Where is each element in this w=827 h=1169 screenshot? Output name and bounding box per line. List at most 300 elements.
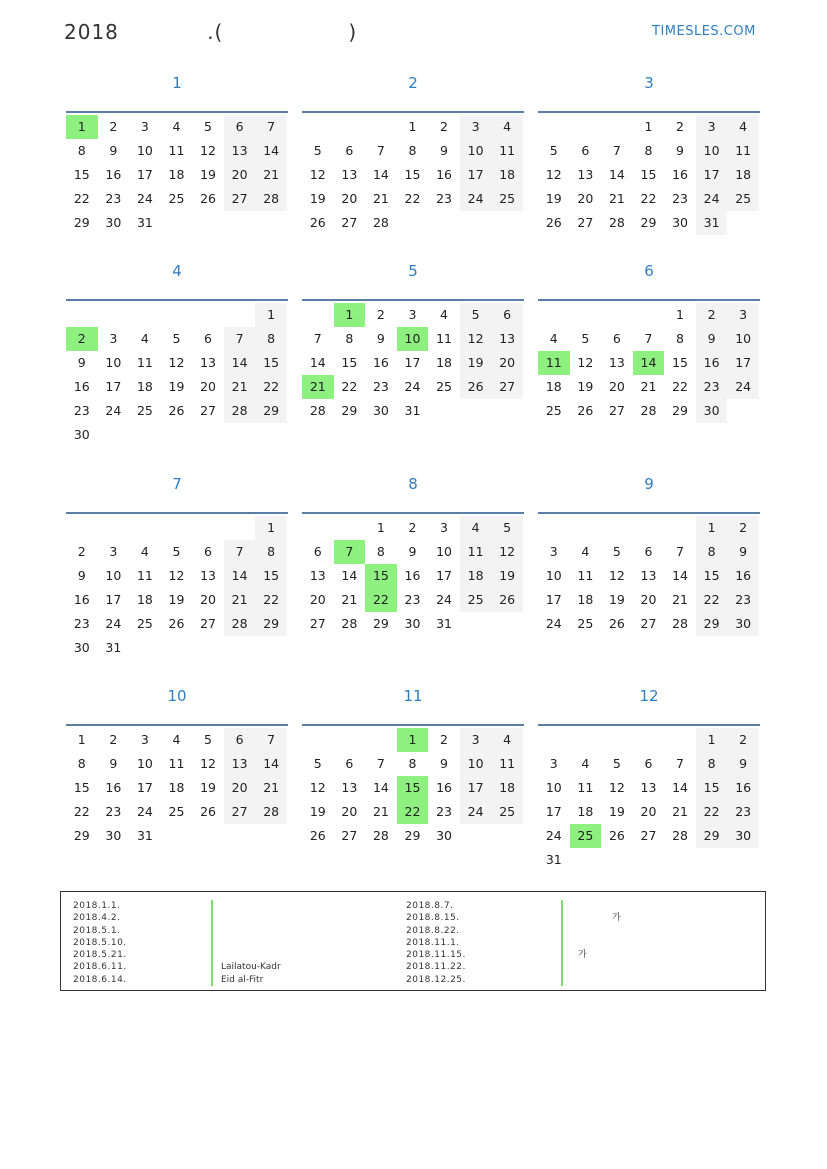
day-cell[interactable]: 26	[577, 403, 594, 418]
day-cell[interactable]: 3	[140, 732, 149, 747]
day-cell[interactable]: 8	[255, 327, 287, 351]
day-cell[interactable]: 8	[696, 752, 728, 776]
day-cell[interactable]: 4	[727, 115, 759, 139]
day-cell[interactable]: 16	[727, 776, 759, 800]
day-cell[interactable]: 23	[436, 804, 452, 819]
day-cell[interactable]: 17	[436, 568, 452, 583]
day-cell[interactable]: 14	[608, 167, 625, 182]
holiday-day-cell[interactable]: 22	[365, 588, 397, 612]
day-cell[interactable]: 15	[696, 564, 728, 588]
day-cell[interactable]: 20	[608, 379, 625, 394]
day-cell[interactable]: 29	[640, 215, 657, 230]
day-cell[interactable]: 13	[608, 355, 625, 370]
day-cell[interactable]: 20	[640, 592, 657, 607]
day-cell[interactable]: 20	[341, 804, 358, 819]
day-cell[interactable]: 24	[696, 187, 728, 211]
day-cell[interactable]: 18	[460, 564, 492, 588]
day-cell[interactable]: 3	[109, 331, 118, 346]
day-cell[interactable]: 12	[545, 167, 562, 182]
day-cell[interactable]: 24	[545, 616, 562, 631]
day-cell[interactable]: 30	[727, 824, 759, 848]
day-cell[interactable]: 25	[436, 379, 452, 394]
day-cell[interactable]: 21	[224, 588, 256, 612]
holiday-day-cell[interactable]: 7	[334, 540, 366, 564]
day-cell[interactable]: 15	[73, 167, 90, 182]
day-cell[interactable]: 9	[109, 756, 118, 771]
day-cell[interactable]: 5	[204, 732, 212, 747]
day-cell[interactable]: 16	[105, 780, 122, 795]
day-cell[interactable]: 13	[577, 167, 594, 182]
day-cell[interactable]: 20	[200, 379, 216, 394]
day-cell[interactable]: 7	[255, 728, 287, 752]
day-cell[interactable]: 19	[168, 379, 185, 394]
day-cell[interactable]: 2	[727, 728, 759, 752]
day-cell[interactable]: 18	[136, 592, 153, 607]
day-cell[interactable]: 24	[545, 828, 562, 843]
day-cell[interactable]: 28	[372, 828, 389, 843]
day-cell[interactable]: 10	[105, 568, 122, 583]
day-cell[interactable]: 20	[341, 191, 358, 206]
day-cell[interactable]: 19	[200, 167, 216, 182]
day-cell[interactable]: 4	[549, 331, 558, 346]
day-cell[interactable]: 21	[255, 776, 287, 800]
day-cell[interactable]: 8	[376, 544, 385, 559]
day-cell[interactable]: 6	[644, 544, 653, 559]
day-cell[interactable]: 24	[436, 592, 452, 607]
day-cell[interactable]: 18	[491, 776, 523, 800]
day-cell[interactable]: 5	[491, 516, 523, 540]
day-cell[interactable]: 6	[224, 728, 256, 752]
day-cell[interactable]: 30	[73, 427, 90, 442]
day-cell[interactable]: 15	[73, 780, 90, 795]
day-cell[interactable]: 16	[436, 780, 452, 795]
day-cell[interactable]: 20	[309, 592, 326, 607]
day-cell[interactable]: 21	[672, 592, 688, 607]
day-cell[interactable]: 15	[255, 351, 287, 375]
day-cell[interactable]: 13	[491, 327, 523, 351]
day-cell[interactable]: 9	[408, 544, 417, 559]
day-cell[interactable]: 24	[136, 804, 153, 819]
day-cell[interactable]: 23	[404, 592, 421, 607]
day-cell[interactable]: 30	[436, 828, 452, 843]
day-cell[interactable]: 18	[168, 780, 185, 795]
day-cell[interactable]: 3	[460, 115, 492, 139]
day-cell[interactable]: 28	[224, 612, 256, 636]
day-cell[interactable]: 11	[577, 780, 594, 795]
day-cell[interactable]: 12	[200, 143, 216, 158]
day-cell[interactable]: 29	[341, 403, 358, 418]
day-cell[interactable]: 24	[460, 800, 492, 824]
day-cell[interactable]: 26	[200, 191, 216, 206]
day-cell[interactable]: 16	[727, 564, 759, 588]
day-cell[interactable]: 23	[73, 616, 90, 631]
day-cell[interactable]: 20	[224, 776, 256, 800]
day-cell[interactable]: 22	[73, 804, 90, 819]
day-cell[interactable]: 12	[168, 568, 185, 583]
day-cell[interactable]: 17	[105, 592, 122, 607]
day-cell[interactable]: 7	[224, 327, 256, 351]
day-cell[interactable]: 19	[309, 804, 326, 819]
holiday-day-cell[interactable]: 21	[302, 375, 334, 399]
day-cell[interactable]: 21	[672, 804, 688, 819]
holiday-day-cell[interactable]: 1	[397, 728, 429, 752]
day-cell[interactable]: 18	[577, 804, 594, 819]
day-cell[interactable]: 26	[460, 375, 492, 399]
day-cell[interactable]: 1	[255, 516, 287, 540]
day-cell[interactable]: 17	[696, 163, 728, 187]
day-cell[interactable]: 18	[168, 167, 185, 182]
day-cell[interactable]: 20	[224, 163, 256, 187]
day-cell[interactable]: 16	[73, 379, 90, 394]
day-cell[interactable]: 22	[696, 800, 728, 824]
day-cell[interactable]: 24	[404, 379, 421, 394]
day-cell[interactable]: 18	[727, 163, 759, 187]
day-cell[interactable]: 19	[608, 592, 625, 607]
day-cell[interactable]: 14	[341, 568, 358, 583]
day-cell[interactable]: 6	[612, 331, 621, 346]
day-cell[interactable]: 17	[460, 776, 492, 800]
day-cell[interactable]: 13	[341, 780, 358, 795]
day-cell[interactable]: 14	[672, 568, 688, 583]
day-cell[interactable]: 20	[200, 592, 216, 607]
day-cell[interactable]: 28	[255, 800, 287, 824]
day-cell[interactable]: 28	[341, 616, 358, 631]
day-cell[interactable]: 15	[341, 355, 358, 370]
day-cell[interactable]: 15	[404, 167, 421, 182]
day-cell[interactable]: 4	[440, 307, 448, 322]
day-cell[interactable]: 31	[436, 616, 452, 631]
day-cell[interactable]: 1	[676, 307, 684, 322]
holiday-day-cell[interactable]: 1	[334, 303, 366, 327]
day-cell[interactable]: 13	[224, 139, 256, 163]
day-cell[interactable]: 15	[696, 776, 728, 800]
day-cell[interactable]: 4	[491, 728, 523, 752]
day-cell[interactable]: 27	[341, 215, 358, 230]
day-cell[interactable]: 14	[255, 752, 287, 776]
day-cell[interactable]: 9	[696, 327, 728, 351]
day-cell[interactable]: 7	[612, 143, 621, 158]
day-cell[interactable]: 17	[727, 351, 759, 375]
day-cell[interactable]: 29	[696, 824, 728, 848]
day-cell[interactable]: 8	[696, 540, 728, 564]
day-cell[interactable]: 16	[696, 351, 728, 375]
day-cell[interactable]: 5	[313, 143, 322, 158]
day-cell[interactable]: 8	[77, 143, 86, 158]
day-cell[interactable]: 27	[640, 828, 657, 843]
day-cell[interactable]: 26	[608, 828, 625, 843]
day-cell[interactable]: 6	[644, 756, 653, 771]
day-cell[interactable]: 18	[577, 592, 594, 607]
day-cell[interactable]: 7	[376, 756, 385, 771]
day-cell[interactable]: 10	[696, 139, 728, 163]
day-cell[interactable]: 21	[608, 191, 625, 206]
holiday-day-cell[interactable]: 25	[570, 824, 602, 848]
day-cell[interactable]: 31	[545, 852, 562, 867]
day-cell[interactable]: 1	[696, 516, 728, 540]
day-cell[interactable]: 27	[341, 828, 358, 843]
day-cell[interactable]: 13	[640, 568, 657, 583]
day-cell[interactable]: 25	[136, 403, 153, 418]
day-cell[interactable]: 30	[727, 612, 759, 636]
day-cell[interactable]: 19	[460, 351, 492, 375]
holiday-day-cell[interactable]: 14	[633, 351, 665, 375]
day-cell[interactable]: 28	[608, 215, 625, 230]
day-cell[interactable]: 17	[136, 780, 153, 795]
day-cell[interactable]: 10	[727, 327, 759, 351]
day-cell[interactable]: 5	[204, 119, 212, 134]
day-cell[interactable]: 16	[105, 167, 122, 182]
day-cell[interactable]: 11	[168, 143, 185, 158]
day-cell[interactable]: 22	[341, 379, 358, 394]
day-cell[interactable]: 10	[545, 568, 562, 583]
day-cell[interactable]: 10	[105, 355, 122, 370]
day-cell[interactable]: 31	[404, 403, 421, 418]
day-cell[interactable]: 4	[460, 516, 492, 540]
day-cell[interactable]: 11	[136, 355, 153, 370]
day-cell[interactable]: 11	[577, 568, 594, 583]
day-cell[interactable]: 11	[168, 756, 185, 771]
day-cell[interactable]: 9	[440, 143, 448, 158]
day-cell[interactable]: 11	[491, 752, 523, 776]
day-cell[interactable]: 28	[672, 616, 688, 631]
day-cell[interactable]: 23	[372, 379, 389, 394]
day-cell[interactable]: 6	[491, 303, 523, 327]
day-cell[interactable]: 12	[460, 327, 492, 351]
day-cell[interactable]: 24	[136, 191, 153, 206]
day-cell[interactable]: 17	[460, 163, 492, 187]
day-cell[interactable]: 10	[545, 780, 562, 795]
day-cell[interactable]: 4	[581, 544, 590, 559]
day-cell[interactable]: 15	[255, 564, 287, 588]
day-cell[interactable]: 15	[640, 167, 657, 182]
day-cell[interactable]: 24	[105, 616, 122, 631]
day-cell[interactable]: 7	[255, 115, 287, 139]
day-cell[interactable]: 25	[577, 616, 594, 631]
day-cell[interactable]: 19	[200, 780, 216, 795]
day-cell[interactable]: 2	[727, 516, 759, 540]
day-cell[interactable]: 14	[372, 780, 389, 795]
day-cell[interactable]: 12	[491, 540, 523, 564]
day-cell[interactable]: 17	[545, 804, 562, 819]
day-cell[interactable]: 29	[255, 612, 287, 636]
day-cell[interactable]: 25	[545, 403, 562, 418]
day-cell[interactable]: 14	[224, 564, 256, 588]
day-cell[interactable]: 23	[105, 191, 122, 206]
day-cell[interactable]: 5	[172, 331, 181, 346]
day-cell[interactable]: 3	[408, 307, 417, 322]
day-cell[interactable]: 9	[77, 568, 86, 583]
day-cell[interactable]: 19	[577, 379, 594, 394]
brand-logo[interactable]: TIMESLES.COM	[652, 24, 756, 39]
day-cell[interactable]: 3	[140, 119, 149, 134]
day-cell[interactable]: 28	[372, 215, 389, 230]
day-cell[interactable]: 27	[200, 616, 216, 631]
day-cell[interactable]: 27	[309, 616, 326, 631]
day-cell[interactable]: 31	[696, 211, 728, 235]
day-cell[interactable]: 9	[376, 331, 385, 346]
day-cell[interactable]: 6	[581, 143, 590, 158]
day-cell[interactable]: 22	[696, 588, 728, 612]
day-cell[interactable]: 31	[136, 215, 153, 230]
day-cell[interactable]: 13	[309, 568, 326, 583]
day-cell[interactable]: 21	[640, 379, 657, 394]
day-cell[interactable]: 19	[309, 191, 326, 206]
day-cell[interactable]: 25	[136, 616, 153, 631]
day-cell[interactable]: 12	[200, 756, 216, 771]
day-cell[interactable]: 14	[309, 355, 326, 370]
day-cell[interactable]: 10	[460, 752, 492, 776]
day-cell[interactable]: 16	[436, 167, 452, 182]
day-cell[interactable]: 11	[136, 568, 153, 583]
day-cell[interactable]: 24	[460, 187, 492, 211]
day-cell[interactable]: 11	[436, 331, 452, 346]
day-cell[interactable]: 29	[372, 616, 389, 631]
day-cell[interactable]: 19	[608, 804, 625, 819]
day-cell[interactable]: 2	[696, 303, 728, 327]
day-cell[interactable]: 6	[313, 544, 322, 559]
day-cell[interactable]: 17	[105, 379, 122, 394]
day-cell[interactable]: 28	[672, 828, 688, 843]
day-cell[interactable]: 1	[408, 119, 417, 134]
day-cell[interactable]: 28	[640, 403, 657, 418]
day-cell[interactable]: 16	[73, 592, 90, 607]
day-cell[interactable]: 27	[200, 403, 216, 418]
day-cell[interactable]: 24	[105, 403, 122, 418]
day-cell[interactable]: 10	[136, 756, 153, 771]
day-cell[interactable]: 1	[77, 732, 86, 747]
day-cell[interactable]: 30	[105, 215, 122, 230]
day-cell[interactable]: 14	[255, 139, 287, 163]
day-cell[interactable]: 23	[696, 375, 728, 399]
day-cell[interactable]: 21	[341, 592, 358, 607]
day-cell[interactable]: 6	[345, 756, 354, 771]
day-cell[interactable]: 23	[727, 800, 759, 824]
day-cell[interactable]: 30	[404, 616, 421, 631]
day-cell[interactable]: 25	[168, 804, 185, 819]
day-cell[interactable]: 7	[644, 331, 653, 346]
day-cell[interactable]: 17	[136, 167, 153, 182]
day-cell[interactable]: 5	[612, 544, 621, 559]
day-cell[interactable]: 14	[372, 167, 389, 182]
day-cell[interactable]: 7	[224, 540, 256, 564]
day-cell[interactable]: 19	[491, 564, 523, 588]
day-cell[interactable]: 21	[224, 375, 256, 399]
day-cell[interactable]: 25	[491, 800, 523, 824]
day-cell[interactable]: 22	[672, 379, 688, 394]
day-cell[interactable]: 22	[640, 191, 657, 206]
day-cell[interactable]: 12	[608, 780, 625, 795]
day-cell[interactable]: 2	[408, 520, 417, 535]
holiday-day-cell[interactable]: 2	[66, 327, 98, 351]
day-cell[interactable]: 22	[73, 191, 90, 206]
day-cell[interactable]: 18	[491, 163, 523, 187]
day-cell[interactable]: 23	[436, 191, 452, 206]
day-cell[interactable]: 11	[491, 139, 523, 163]
day-cell[interactable]: 13	[200, 568, 216, 583]
day-cell[interactable]: 30	[696, 399, 728, 423]
day-cell[interactable]: 26	[200, 804, 216, 819]
day-cell[interactable]: 27	[640, 616, 657, 631]
day-cell[interactable]: 28	[255, 187, 287, 211]
day-cell[interactable]: 9	[676, 143, 684, 158]
day-cell[interactable]: 21	[372, 191, 389, 206]
day-cell[interactable]: 2	[440, 732, 448, 747]
day-cell[interactable]: 23	[727, 588, 759, 612]
day-cell[interactable]: 30	[105, 828, 122, 843]
day-cell[interactable]: 20	[491, 351, 523, 375]
day-cell[interactable]: 8	[408, 756, 417, 771]
day-cell[interactable]: 3	[727, 303, 759, 327]
day-cell[interactable]: 22	[255, 375, 287, 399]
day-cell[interactable]: 5	[612, 756, 621, 771]
day-cell[interactable]: 27	[491, 375, 523, 399]
day-cell[interactable]: 26	[309, 215, 326, 230]
day-cell[interactable]: 17	[404, 355, 421, 370]
day-cell[interactable]: 23	[105, 804, 122, 819]
day-cell[interactable]: 12	[309, 780, 326, 795]
day-cell[interactable]: 6	[224, 115, 256, 139]
day-cell[interactable]: 1	[644, 119, 653, 134]
day-cell[interactable]: 4	[140, 331, 149, 346]
day-cell[interactable]: 4	[581, 756, 590, 771]
day-cell[interactable]: 26	[491, 588, 523, 612]
day-cell[interactable]: 26	[608, 616, 625, 631]
day-cell[interactable]: 2	[440, 119, 448, 134]
day-cell[interactable]: 6	[345, 143, 354, 158]
holiday-day-cell[interactable]: 10	[397, 327, 429, 351]
day-cell[interactable]: 29	[404, 828, 421, 843]
day-cell[interactable]: 10	[436, 544, 452, 559]
day-cell[interactable]: 2	[676, 119, 684, 134]
day-cell[interactable]: 12	[309, 167, 326, 182]
day-cell[interactable]: 27	[577, 215, 594, 230]
day-cell[interactable]: 31	[105, 640, 122, 655]
day-cell[interactable]: 23	[73, 403, 90, 418]
day-cell[interactable]: 3	[549, 756, 558, 771]
day-cell[interactable]: 4	[491, 115, 523, 139]
day-cell[interactable]: 17	[545, 592, 562, 607]
day-cell[interactable]: 29	[672, 403, 688, 418]
day-cell[interactable]: 26	[545, 215, 562, 230]
day-cell[interactable]: 19	[545, 191, 562, 206]
day-cell[interactable]: 30	[672, 215, 688, 230]
day-cell[interactable]: 26	[309, 828, 326, 843]
day-cell[interactable]: 29	[696, 612, 728, 636]
day-cell[interactable]: 28	[309, 403, 326, 418]
day-cell[interactable]: 8	[77, 756, 86, 771]
day-cell[interactable]: 7	[313, 331, 322, 346]
day-cell[interactable]: 23	[672, 191, 688, 206]
day-cell[interactable]: 9	[77, 355, 86, 370]
day-cell[interactable]: 5	[549, 143, 558, 158]
day-cell[interactable]: 10	[136, 143, 153, 158]
day-cell[interactable]: 30	[73, 640, 90, 655]
day-cell[interactable]: 2	[376, 307, 385, 322]
day-cell[interactable]: 21	[372, 804, 389, 819]
day-cell[interactable]: 3	[440, 520, 448, 535]
day-cell[interactable]: 1	[696, 728, 728, 752]
day-cell[interactable]: 16	[672, 167, 688, 182]
day-cell[interactable]: 13	[200, 355, 216, 370]
day-cell[interactable]: 18	[545, 379, 562, 394]
holiday-day-cell[interactable]: 11	[538, 351, 570, 375]
day-cell[interactable]: 9	[109, 143, 118, 158]
day-cell[interactable]: 26	[168, 616, 185, 631]
day-cell[interactable]: 5	[581, 331, 590, 346]
day-cell[interactable]: 27	[608, 403, 625, 418]
day-cell[interactable]: 24	[727, 375, 759, 399]
day-cell[interactable]: 22	[255, 588, 287, 612]
